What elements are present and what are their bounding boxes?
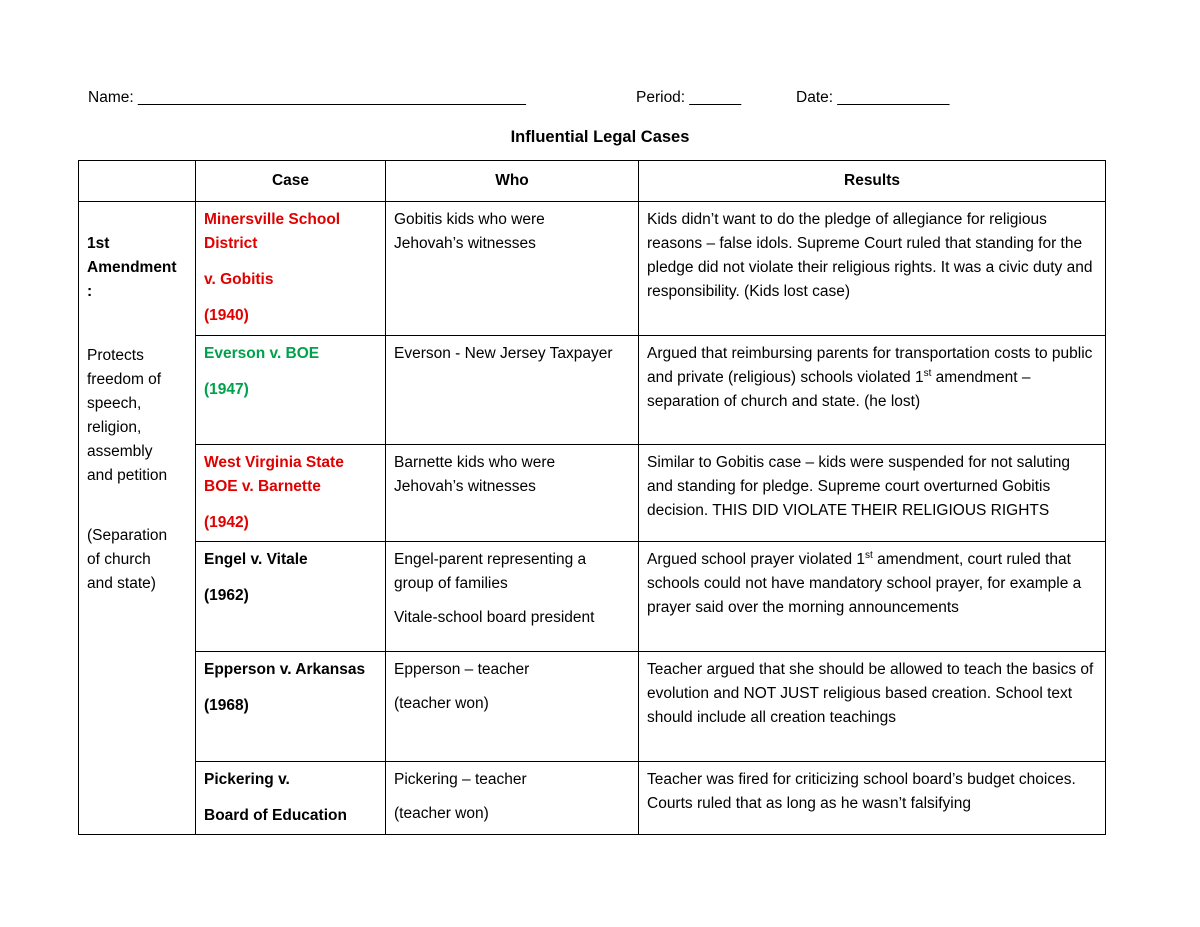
amendment-label-line: 1st	[87, 235, 110, 252]
case-cell	[196, 445, 386, 542]
who-cell	[386, 652, 639, 762]
results-cell	[639, 542, 1106, 652]
who-cell	[386, 445, 639, 542]
results-text: amendment, court ruled that schools could not have mandatory school prayer, for example a prayer said over the morning announcements	[647, 551, 1082, 616]
case-name: v. Gobitis	[204, 271, 274, 288]
who-text: (teacher won)	[394, 695, 489, 712]
results-text: Argued that reimbursing parents for transportation costs to public and private (religious) schools violated 1	[647, 345, 1093, 386]
who-text: Barnette kids who were	[394, 454, 556, 471]
case-name: Engel v. Vitale	[204, 551, 308, 568]
case-cell	[196, 336, 386, 445]
protects-line: speech,	[87, 395, 142, 412]
results-cell	[639, 445, 1106, 542]
column-header-case: Case	[196, 161, 386, 202]
protects-line: assembly	[87, 443, 153, 460]
who-text: (teacher won)	[394, 805, 489, 822]
who-text: Pickering – teacher	[394, 771, 527, 788]
results-superscript: st	[865, 549, 873, 561]
period-field[interactable]: Period: ______	[636, 89, 742, 106]
case-name: Board of Education	[204, 807, 347, 824]
column-header-results: Results	[639, 161, 1106, 202]
results-text: Similar to Gobitis case – kids were suspended for not saluting and standing for pledge. Supreme court overturned Gobitis decision. THIS DID VIOLATE THEIR RELIGIOUS RIGHTS	[647, 454, 1071, 519]
results-superscript: st	[923, 367, 932, 379]
case-cell	[196, 202, 386, 336]
results-text: Teacher was fired for criticizing school board’s budget choices. Courts ruled that as long as he wasn’t falsifying	[647, 771, 1076, 812]
case-name: BOE v. Barnette	[204, 478, 321, 495]
case-cell	[196, 762, 386, 835]
who-cell	[386, 542, 639, 652]
case-cell	[196, 542, 386, 652]
table-row	[79, 542, 1106, 652]
separation-line: (Separation	[87, 527, 168, 544]
who-text: Jehovah’s witnesses	[394, 478, 536, 495]
who-cell	[386, 336, 639, 445]
case-name: Pickering v.	[204, 771, 290, 788]
results-text: Argued school prayer violated 1	[647, 551, 865, 568]
case-year: (1962)	[204, 587, 249, 604]
case-cell	[196, 652, 386, 762]
who-text: Engel-parent representing a	[394, 551, 587, 568]
who-text: Vitale-school board president	[394, 609, 595, 626]
table-row	[79, 336, 1106, 445]
case-name: Minersville School	[204, 211, 341, 228]
who-cell	[386, 202, 639, 336]
column-header-blank	[79, 161, 196, 202]
results-cell	[639, 202, 1106, 336]
name-field[interactable]: Name: _____________________________________________	[88, 89, 526, 106]
results-cell	[639, 336, 1106, 445]
results-text: Teacher argued that she should be allowed to teach the basics of evolution and NOT JUST religious based creation. School text should include all creation teachings	[647, 661, 1094, 726]
case-year: (1942)	[204, 514, 249, 531]
results-cell	[639, 762, 1106, 835]
amendment-label-line: :	[87, 283, 93, 300]
who-text: Epperson – teacher	[394, 661, 530, 678]
case-name: District	[204, 235, 258, 252]
table-row	[79, 202, 1106, 336]
table-row	[79, 652, 1106, 762]
document-title: Influential Legal Cases	[510, 128, 690, 146]
who-cell	[386, 762, 639, 835]
table-row	[79, 445, 1106, 542]
legal-cases-table	[78, 160, 1106, 835]
protects-line: freedom of	[87, 371, 162, 388]
case-name: Everson v. BOE	[204, 345, 320, 362]
amendment-label-line: Amendment	[87, 259, 177, 276]
student-info-line	[88, 89, 988, 111]
who-text: Gobitis kids who were	[394, 211, 545, 228]
results-cell	[639, 652, 1106, 762]
who-text: group of families	[394, 575, 508, 592]
case-name: West Virginia State	[204, 454, 344, 471]
separation-line: of church	[87, 551, 151, 568]
amendment-label-cell	[79, 202, 196, 835]
column-header-who: Who	[386, 161, 639, 202]
case-year: (1947)	[204, 381, 249, 398]
table-header-row	[79, 161, 1106, 202]
case-year: (1968)	[204, 697, 249, 714]
protects-line: religion,	[87, 419, 142, 436]
separation-line: and state)	[87, 575, 156, 592]
who-text: Everson - New Jersey Taxpayer	[394, 345, 613, 362]
date-field[interactable]: Date: _____________	[796, 89, 950, 106]
case-year: (1940)	[204, 307, 249, 324]
protects-line: Protects	[87, 347, 144, 364]
protects-line: and petition	[87, 467, 168, 484]
results-text: Kids didn’t want to do the pledge of allegiance for religious reasons – false idols. Supreme Court ruled that standing for the pledge did not violate their religious rights. It was a civic duty and responsibility. (Kids lost case)	[647, 211, 1093, 300]
table-row	[79, 762, 1106, 835]
case-name: Epperson v. Arkansas	[204, 661, 366, 678]
results-text: amendment – separation of church and state. (he lost)	[647, 369, 1031, 410]
who-text: Jehovah’s witnesses	[394, 235, 536, 252]
